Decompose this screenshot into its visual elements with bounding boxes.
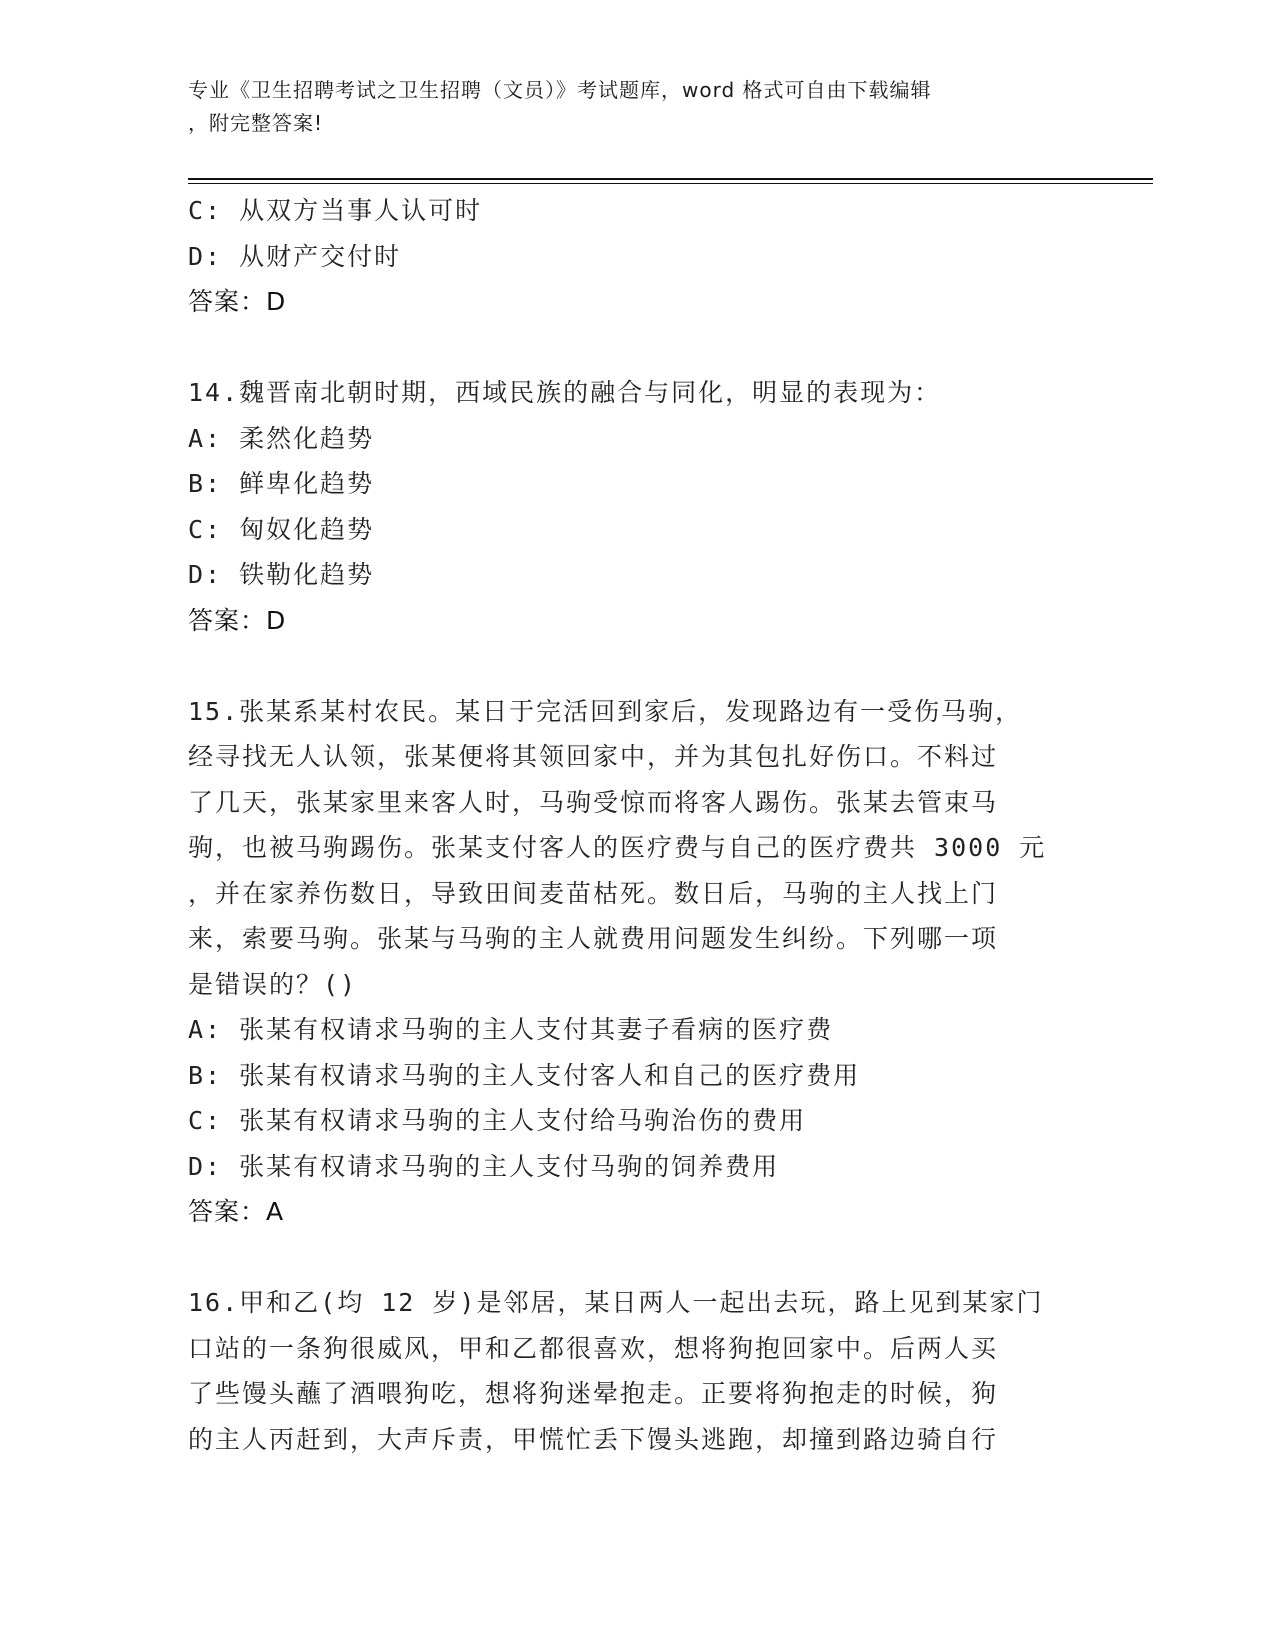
page-header	[188, 74, 1078, 140]
q13-option-c: C: 从双方当事人认可时	[188, 196, 483, 225]
q16-question-line: 了些馒头蘸了酒喂狗吃，想将狗迷晕抱走。正要将狗抱走的时候，狗	[188, 1379, 999, 1408]
q14-option-a: A: 柔然化趋势	[188, 423, 375, 453]
q14-answer: 答案：D	[188, 605, 287, 635]
q14-option-b: B: 鲜卑化趋势	[188, 469, 375, 498]
spacer	[188, 325, 1088, 371]
q15-question-line: 15.张某系某村农民。某日于完活回到家后，发现路边有一受伤马驹，	[188, 696, 1023, 726]
question-14-block	[188, 370, 1088, 643]
document-body	[188, 188, 1088, 1462]
q16-question-line: 口站的一条狗很威风，甲和乙都很喜欢，想将狗抱回家中。后两人买	[188, 1333, 999, 1363]
q15-question-line: 经寻找无人认领，张某便将其领回家中，并为其包扎好伤口。不料过	[188, 742, 999, 771]
header-title-line-2: ，附完整答案!	[188, 111, 324, 135]
header-title-line-1: 专业《卫生招聘考试之卫生招聘（文员）》考试题库，word 格式可自由下载编辑	[188, 78, 932, 102]
q15-question-line: ，并在家养伤数日，导致田间麦苗枯死。数日后，马驹的主人找上门	[188, 878, 999, 908]
q14-option-c: C: 匈奴化趋势	[188, 514, 375, 544]
q14-option-d: D: 铁勒化趋势	[188, 560, 375, 589]
q13-option-d: D: 从财产交付时	[188, 241, 402, 271]
q15-question-line: 来，索要马驹。张某与马驹的主人就费用问题发生纠纷。下列哪一项	[188, 924, 999, 953]
q16-question-line: 的主人丙赶到，大声斥责，甲慌忙丢下馒头逃跑，却撞到路边骑自行	[188, 1424, 999, 1454]
q16-question-line: 16.甲和乙(均 12 岁)是邻居，某日两人一起出去玩，路上见到某家门	[188, 1288, 1044, 1317]
q15-option-b: B: 张某有权请求马驹的主人支付客人和自己的医疗费用	[188, 1060, 861, 1090]
header-divider	[188, 178, 1153, 184]
q15-question-line: 了几天，张某家里来客人时，马驹受惊而将客人踢伤。张某去管束马	[188, 787, 999, 817]
q13-answer: 答案：D	[188, 287, 287, 316]
question-15-block	[188, 689, 1088, 1235]
q14-question: 14.魏晋南北朝时期，西域民族的融合与同化，明显的表现为：	[188, 378, 942, 407]
q15-option-a: A: 张某有权请求马驹的主人支付其妻子看病的医疗费	[188, 1015, 834, 1044]
q15-option-d: D: 张某有权请求马驹的主人支付马驹的饲养费用	[188, 1151, 780, 1181]
q15-option-c: C: 张某有权请求马驹的主人支付给马驹治伤的费用	[188, 1106, 807, 1135]
q15-question-line: 是错误的？()	[188, 969, 358, 999]
q15-question-line: 驹，也被马驹踢伤。张某支付客人的医疗费与自己的医疗费共 3000 元	[188, 833, 1047, 862]
question-13-block	[188, 188, 1088, 325]
question-16-block	[188, 1280, 1088, 1462]
spacer	[188, 643, 1088, 689]
spacer	[188, 1235, 1088, 1281]
q15-answer: 答案：A	[188, 1197, 285, 1226]
